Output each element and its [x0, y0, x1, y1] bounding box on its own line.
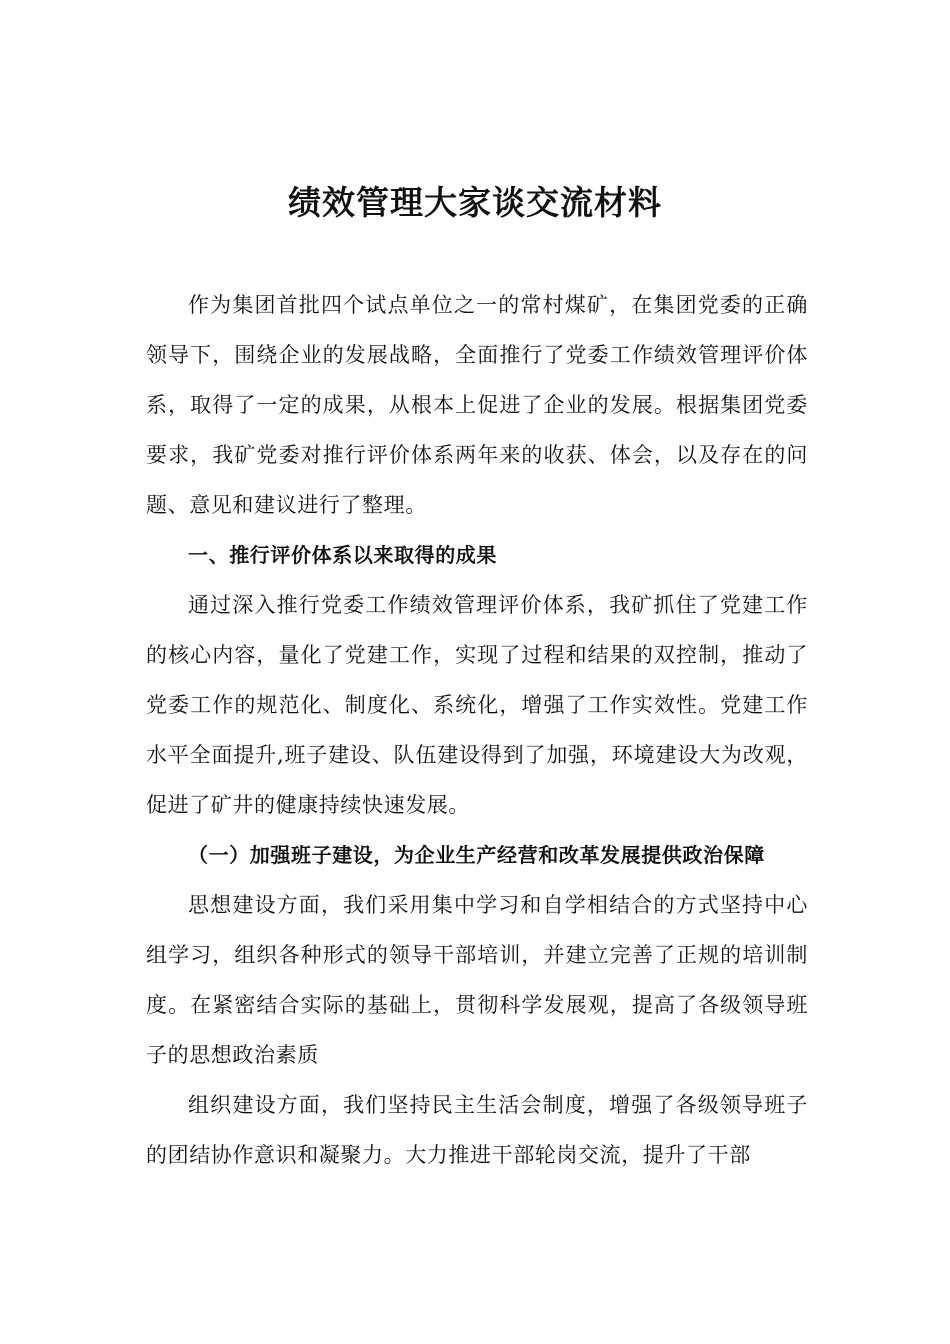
document-body — [146, 280, 808, 1180]
organization-paragraph: 组织建设方面，我们坚持民主生活会制度，增强了各级领导班子的团结协作意识和凝聚力。大力推进干部轮岗交流，提升了干部 — [146, 1093, 808, 1167]
intro-paragraph: 作为集团首批四个试点单位之一的常村煤矿，在集团党委的正确领导下，围绕企业的发展战略，全面推行了党委工作绩效管理评价体系，取得了一定的成果，从根本上促进了企业的发展。根据集团党委要求，我矿党委对推行评价体系两年来的收获、体会，以及存在的问题、意见和建议进行了整理。 — [146, 293, 808, 517]
document-title: 绩效管理大家谈交流材料 — [288, 183, 662, 222]
subsection-heading-1: （一）加强班子建设，为企业生产经营和改革发展提供政治保障 — [188, 843, 765, 867]
section-heading-1: 一、推行评价体系以来取得的成果 — [188, 543, 497, 567]
section-1-paragraph: 通过深入推行党委工作绩效管理评价体系，我矿抓住了党建工作的核心内容，量化了党建工作，实现了过程和结果的双控制，推动了党委工作的规范化、制度化、系统化，增强了工作实效性。党建工作水平全面提升,班子建设、队伍建设得到了加强，环境建设大为改观，促进了矿井的健康持续快速发展。 — [146, 593, 808, 817]
ideology-paragraph: 思想建设方面，我们采用集中学习和自学相结合的方式坚持中心组学习，组织各种形式的领导干部培训，并建立完善了正规的培训制度。在紧密结合实际的基础上，贯彻科学发展观，提高了各级领导班子的思想政治素质 — [146, 893, 808, 1067]
